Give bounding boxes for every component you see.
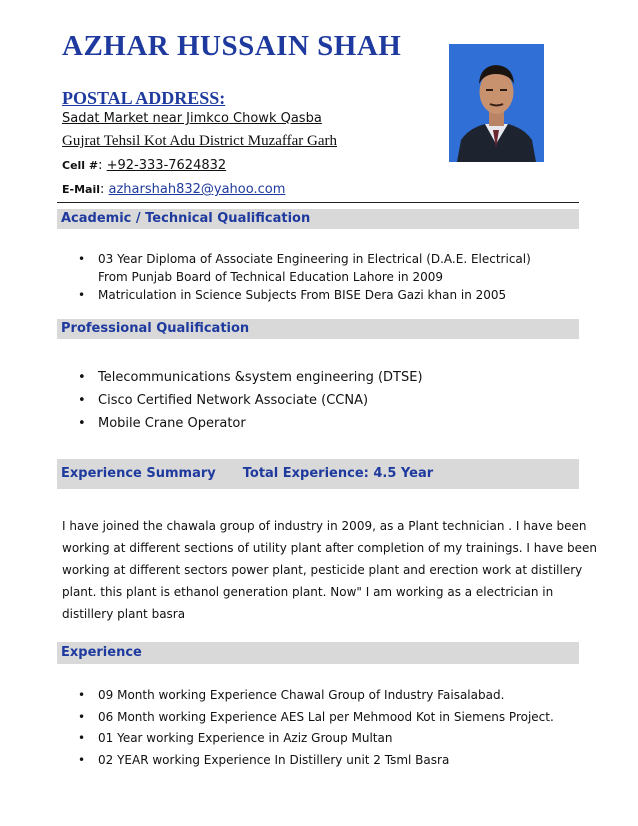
list-item: • Matriculation in Science Subjects From BISE Dera Gazi khan in 2005 — [76, 286, 531, 304]
academic-list — [76, 250, 531, 304]
list-item: • 01 Year working Experience in Aziz Group Multan — [76, 728, 554, 750]
experience-list — [76, 685, 554, 771]
list-item: • 09 Month working Experience Chawal Group of Industry Faisalabad. — [76, 685, 554, 707]
list-item: • 06 Month working Experience AES Lal per Mehmood Kot in Siemens Project. — [76, 707, 554, 729]
list-item: • Telecommunications &system engineering (DTSE) — [76, 366, 423, 389]
postal-address-heading: POSTAL ADDRESS: — [62, 88, 226, 108]
cell-number-row: Cell #: +92-333-7624832 — [62, 158, 227, 173]
experience-summary-text: I have joined the chawala group of industry in 2009, as a Plant technician . I have been working at different sections of utility plant after completion of my trainings. I have been working at different sectors power plant, pesticide plant and erection work at distillery plant. this plant is ethanol generation plant. Now" I am working as a electrician in distillery plant basra — [62, 519, 598, 621]
profile-photo — [449, 44, 544, 162]
list-item: • 03 Year Diploma of Associate Engineering in Electrical (D.A.E. Electrical) From Punjab Board of Technical Education Lahore in 2009 — [76, 250, 531, 286]
section-heading-experience-summary — [57, 459, 579, 489]
professional-list — [76, 366, 423, 435]
experience-summary-title: Experience Summary — [61, 466, 216, 481]
email-link[interactable]: azharshah832@yahoo.com — [108, 182, 286, 197]
cell-number: +92-333-7624832 — [106, 158, 227, 173]
section-heading-academic: Academic / Technical Qualification — [57, 209, 579, 229]
cell-label: Cell # — [62, 159, 99, 172]
email-row: E-Mail: azharshah832@yahoo.com — [62, 182, 286, 197]
list-item: • Mobile Crane Operator — [76, 412, 423, 435]
list-item: • Cisco Certified Network Associate (CCNA) — [76, 389, 423, 412]
list-item: • 02 YEAR working Experience In Distillery unit 2 Tsml Basra — [76, 750, 554, 772]
section-heading-experience: Experience — [57, 642, 579, 664]
candidate-name: AZHAR HUSSAIN SHAH — [62, 30, 402, 62]
address-line-1: Sadat Market near Jimkco Chowk Qasba — [62, 111, 322, 126]
total-experience: Total Experience: 4.5 Year — [242, 466, 434, 481]
address-line-2: Gujrat Tehsil Kot Adu District Muzaffar Garh — [62, 133, 338, 149]
email-label: E-Mail — [62, 183, 100, 196]
section-heading-professional: Professional Qualification — [57, 319, 579, 339]
header-divider — [57, 202, 579, 203]
